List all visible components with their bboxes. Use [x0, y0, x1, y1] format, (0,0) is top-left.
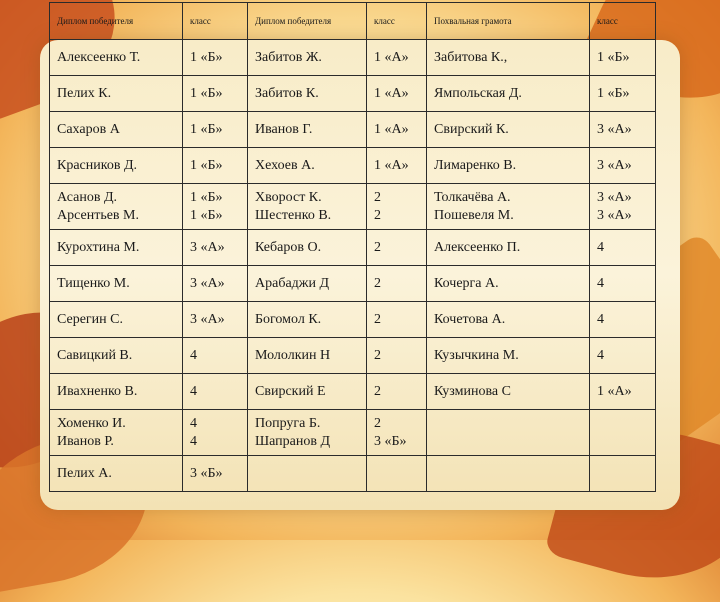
commendation-name: Кузминова С	[434, 383, 511, 399]
commendation-class: 1 «А»	[597, 383, 632, 399]
winner-class: 1 «А»	[374, 49, 409, 65]
winner-class: 2	[374, 275, 381, 291]
winner-class-cell	[183, 266, 248, 302]
winner-name-cell	[248, 456, 367, 492]
commendation-class-cell	[590, 374, 656, 410]
winner-class: 4	[190, 433, 197, 449]
winner-name-cell	[50, 338, 183, 374]
commendation-name: Пошевеля М.	[434, 207, 514, 223]
commendation-name-cell	[427, 230, 590, 266]
winner-name-cell	[248, 374, 367, 410]
commendation-name-cell	[427, 266, 590, 302]
commendation-class: 1 «Б»	[597, 85, 630, 101]
commendation-class-cell	[590, 40, 656, 76]
winner-name: Иванов Р.	[57, 433, 114, 449]
winner-name-cell	[50, 302, 183, 338]
commendation-class-cell	[590, 266, 656, 302]
table-row	[50, 184, 656, 230]
winner-class: 1 «Б»	[190, 157, 223, 173]
winner-name-cell	[50, 410, 183, 456]
commendation-class: 3 «А»	[597, 207, 632, 223]
commendation-name-cell	[427, 410, 590, 456]
winner-name-cell	[50, 230, 183, 266]
winner-name: Асанов Д.	[57, 189, 118, 205]
winner-class: 4	[190, 415, 197, 431]
table-row	[50, 338, 656, 374]
winner-name: Богомол К.	[255, 311, 322, 327]
winner-name: Арабаджи Д	[255, 275, 329, 291]
winner-class: 1 «А»	[374, 85, 409, 101]
table-row	[50, 410, 656, 456]
commendation-class: 4	[597, 239, 604, 255]
winner-class: 1 «Б»	[190, 189, 223, 205]
winner-class: 3 «А»	[190, 275, 225, 291]
winner-class-cell	[367, 112, 427, 148]
commendation-name: Алексеенко П.	[434, 239, 521, 255]
table-row	[50, 230, 656, 266]
winner-class: 2	[374, 383, 381, 399]
winner-class-cell	[183, 184, 248, 230]
winner-name-cell	[50, 184, 183, 230]
winner-class-cell	[183, 456, 248, 492]
winner-name-cell	[248, 112, 367, 148]
commendation-name: Кочерга А.	[434, 275, 499, 291]
winner-name-cell	[248, 184, 367, 230]
winner-name-cell	[50, 266, 183, 302]
commendation-name: Ямпольская Д.	[434, 85, 522, 101]
winner-name: Шапранов Д	[255, 433, 331, 449]
winner-class-cell	[183, 374, 248, 410]
winner-name: Иванов Г.	[255, 121, 313, 137]
winner-name-cell	[50, 112, 183, 148]
winner-class: 1 «А»	[374, 121, 409, 137]
winner-class-cell	[183, 230, 248, 266]
awards-table-body	[50, 40, 656, 492]
winner-class: 1 «Б»	[190, 85, 223, 101]
table-row	[50, 266, 656, 302]
commendation-class-cell	[590, 230, 656, 266]
commendation-class-cell	[590, 410, 656, 456]
table-row	[50, 40, 656, 76]
winner-name: Кебаров О.	[255, 239, 322, 255]
winner-class-cell	[183, 302, 248, 338]
winner-name-cell	[248, 230, 367, 266]
table-header-row	[50, 3, 656, 40]
winner-name: Савицкий В.	[57, 347, 133, 363]
winner-class-cell	[367, 410, 427, 456]
commendation-class-cell	[590, 112, 656, 148]
winner-name: Курохтина М.	[57, 239, 140, 255]
table-row	[50, 456, 656, 492]
header-diploma-winner: Диплом победителя	[248, 3, 367, 40]
commendation-class: 3 «А»	[597, 157, 632, 173]
winner-class-cell	[183, 112, 248, 148]
winner-class-cell	[367, 266, 427, 302]
commendation-class: 1 «Б»	[597, 49, 630, 65]
commendation-name: Забитова К.,	[434, 49, 508, 65]
winner-name-cell	[248, 266, 367, 302]
winner-class-cell	[367, 302, 427, 338]
winner-name: Арсентьев М.	[57, 207, 139, 223]
table-row	[50, 76, 656, 112]
winner-class-cell	[183, 338, 248, 374]
winner-class-cell	[367, 40, 427, 76]
winner-class: 2	[374, 207, 381, 223]
table-row	[50, 374, 656, 410]
winner-name: Хехоев А.	[255, 157, 315, 173]
header-class: класс	[590, 3, 656, 40]
header-commendation: Похвальная грамота	[427, 3, 590, 40]
commendation-class: 3 «А»	[597, 189, 632, 205]
commendation-name-cell	[427, 112, 590, 148]
winner-class: 4	[190, 383, 197, 399]
commendation-class-cell	[590, 76, 656, 112]
winner-class: 2	[374, 347, 381, 363]
winner-class-cell	[367, 338, 427, 374]
winner-class: 1 «Б»	[190, 121, 223, 137]
winner-class: 2	[374, 239, 381, 255]
commendation-name-cell	[427, 456, 590, 492]
commendation-class-cell	[590, 184, 656, 230]
commendation-class: 3 «А»	[597, 121, 632, 137]
winner-name: Шестенко В.	[255, 207, 332, 223]
winner-class-cell	[183, 40, 248, 76]
commendation-name: Свирский К.	[434, 121, 509, 137]
winner-name-cell	[50, 40, 183, 76]
winner-name: Пелих К.	[57, 85, 112, 101]
commendation-name: Кузычкина М.	[434, 347, 519, 363]
header-diploma-winner: Диплом победителя	[50, 3, 183, 40]
winner-class: 1 «Б»	[190, 49, 223, 65]
winner-name: Хоменко И.	[57, 415, 126, 431]
winner-name-cell	[248, 76, 367, 112]
winner-name-cell	[248, 410, 367, 456]
winner-name: Хворост К.	[255, 189, 322, 205]
commendation-class: 4	[597, 275, 604, 291]
winner-name: Красников Д.	[57, 157, 138, 173]
winner-name-cell	[248, 302, 367, 338]
winner-name: Забитов Ж.	[255, 49, 322, 65]
winner-class: 2	[374, 311, 381, 327]
commendation-name-cell	[427, 148, 590, 184]
winner-class: 2	[374, 415, 381, 431]
winner-name-cell	[50, 456, 183, 492]
winner-class: 1 «Б»	[190, 207, 223, 223]
winner-name-cell	[50, 374, 183, 410]
winner-class: 4	[190, 347, 197, 363]
commendation-name-cell	[427, 184, 590, 230]
winner-class-cell	[367, 374, 427, 410]
commendation-class: 4	[597, 347, 604, 363]
winner-name: Тищенко М.	[57, 275, 130, 291]
header-class: класс	[367, 3, 427, 40]
winner-class-cell	[183, 148, 248, 184]
winner-name-cell	[50, 148, 183, 184]
winner-name: Серегин С.	[57, 311, 124, 327]
commendation-name-cell	[427, 302, 590, 338]
commendation-name-cell	[427, 76, 590, 112]
winner-name: Забитов К.	[255, 85, 319, 101]
commendation-name-cell	[427, 374, 590, 410]
commendation-name: Лимаренко В.	[434, 157, 517, 173]
winner-class: 3 «А»	[190, 311, 225, 327]
winner-name: Сахаров А	[57, 121, 120, 137]
winner-name-cell	[248, 40, 367, 76]
commendation-name: Кочетова А.	[434, 311, 506, 327]
commendation-class-cell	[590, 302, 656, 338]
winner-name: Ивахненко В.	[57, 383, 138, 399]
winner-name: Пелих А.	[57, 465, 112, 481]
winner-name: Алексеенко Т.	[57, 49, 141, 65]
winner-class-cell	[367, 230, 427, 266]
commendation-class-cell	[590, 338, 656, 374]
winner-name: Мололкин Н	[255, 347, 331, 363]
winner-name: Попруга Б.	[255, 415, 321, 431]
table-row	[50, 112, 656, 148]
winner-class: 1 «А»	[374, 157, 409, 173]
winner-class: 3 «А»	[190, 239, 225, 255]
winner-class: 3 «Б»	[190, 465, 223, 481]
commendation-name: Толкачёва А.	[434, 189, 511, 205]
winner-name-cell	[50, 76, 183, 112]
commendation-class: 4	[597, 311, 604, 327]
header-class: класс	[183, 3, 248, 40]
table-row	[50, 302, 656, 338]
winner-name-cell	[248, 338, 367, 374]
winner-class-cell	[367, 148, 427, 184]
commendation-name-cell	[427, 338, 590, 374]
table-row	[50, 148, 656, 184]
winner-name-cell	[248, 148, 367, 184]
winner-class: 2	[374, 189, 381, 205]
winner-class-cell	[367, 76, 427, 112]
commendation-name-cell	[427, 40, 590, 76]
winner-class-cell	[367, 456, 427, 492]
awards-table	[49, 2, 656, 492]
commendation-class-cell	[590, 456, 656, 492]
winner-class-cell	[183, 76, 248, 112]
commendation-class-cell	[590, 148, 656, 184]
winner-name: Свирский Е	[255, 383, 326, 399]
winner-class: 3 «Б»	[374, 433, 407, 449]
winner-class-cell	[367, 184, 427, 230]
winner-class-cell	[183, 410, 248, 456]
